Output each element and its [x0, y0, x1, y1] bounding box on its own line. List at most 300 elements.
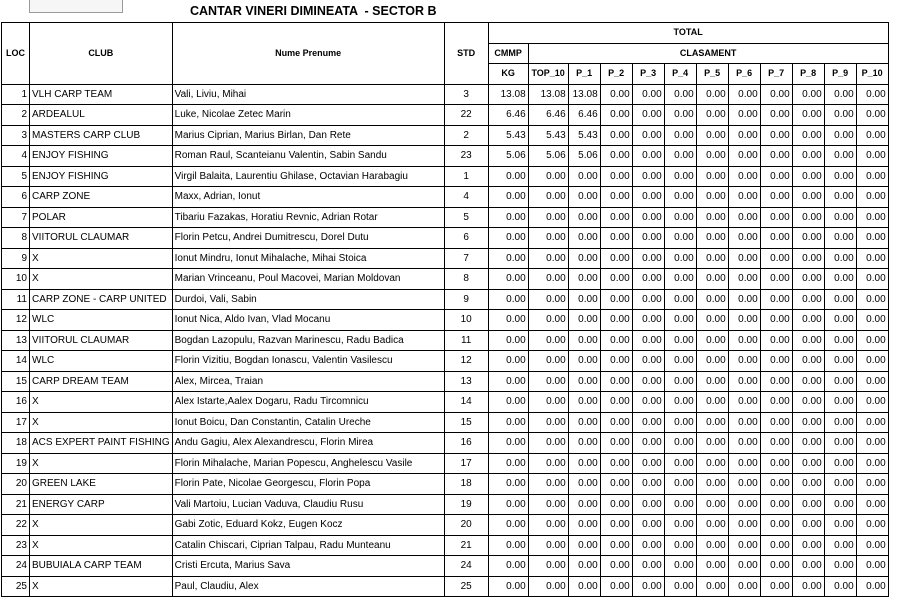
cell-value[interactable]: 0.00: [696, 207, 728, 228]
cell-loc[interactable]: 25: [2, 576, 30, 597]
cell-name[interactable]: Vali Martoiu, Lucian Vaduva, Claudiu Rusu: [172, 494, 444, 515]
cell-std[interactable]: 11: [444, 330, 488, 351]
cell-value[interactable]: 0.00: [760, 146, 792, 167]
cell-loc[interactable]: 18: [2, 433, 30, 454]
cell-std[interactable]: 7: [444, 248, 488, 269]
cell-value[interactable]: 0.00: [728, 351, 760, 372]
cell-value[interactable]: 0.00: [600, 494, 632, 515]
cell-value[interactable]: 0.00: [632, 187, 664, 208]
cell-value[interactable]: 0.00: [696, 412, 728, 433]
cell-value[interactable]: 0.00: [696, 84, 728, 105]
cell-kg[interactable]: 0.00: [488, 494, 528, 515]
cell-kg[interactable]: 0.00: [488, 535, 528, 556]
cell-value[interactable]: 0.00: [824, 310, 856, 331]
cell-std[interactable]: 8: [444, 269, 488, 290]
cell-value[interactable]: 0.00: [824, 494, 856, 515]
cell-value[interactable]: 0.00: [760, 433, 792, 454]
cell-value[interactable]: 0.00: [728, 310, 760, 331]
cell-value[interactable]: 0.00: [664, 576, 696, 597]
cell-loc[interactable]: 9: [2, 248, 30, 269]
cell-value[interactable]: 0.00: [856, 535, 888, 556]
cell-std[interactable]: 20: [444, 515, 488, 536]
cell-value[interactable]: 0.00: [528, 228, 568, 249]
cell-loc[interactable]: 22: [2, 515, 30, 536]
cell-value[interactable]: 0.00: [632, 248, 664, 269]
cell-value[interactable]: 0.00: [528, 453, 568, 474]
cell-value[interactable]: 0.00: [600, 84, 632, 105]
cell-value[interactable]: 0.00: [760, 187, 792, 208]
cell-value[interactable]: 0.00: [792, 392, 824, 413]
cell-value[interactable]: 0.00: [600, 269, 632, 290]
cell-value[interactable]: 0.00: [792, 269, 824, 290]
cell-std[interactable]: 1: [444, 166, 488, 187]
cell-value[interactable]: 0.00: [664, 392, 696, 413]
cell-value[interactable]: 0.00: [760, 166, 792, 187]
cell-value[interactable]: 0.00: [728, 146, 760, 167]
cell-value[interactable]: 0.00: [728, 84, 760, 105]
cell-loc[interactable]: 8: [2, 228, 30, 249]
cell-value[interactable]: 0.00: [760, 371, 792, 392]
cell-value[interactable]: 0.00: [760, 207, 792, 228]
cell-loc[interactable]: 4: [2, 146, 30, 167]
cell-value[interactable]: 0.00: [696, 187, 728, 208]
cell-value[interactable]: 0.00: [664, 105, 696, 126]
cell-club[interactable]: BUBUIALA CARP TEAM: [30, 556, 173, 577]
cell-value[interactable]: 0.00: [664, 556, 696, 577]
cell-value[interactable]: 0.00: [728, 330, 760, 351]
cell-value[interactable]: 0.00: [728, 556, 760, 577]
cell-kg[interactable]: 0.00: [488, 269, 528, 290]
cell-value[interactable]: 0.00: [760, 330, 792, 351]
cell-loc[interactable]: 6: [2, 187, 30, 208]
cell-value[interactable]: 0.00: [760, 515, 792, 536]
cell-std[interactable]: 22: [444, 105, 488, 126]
cell-value[interactable]: 0.00: [664, 515, 696, 536]
cell-value[interactable]: 0.00: [760, 269, 792, 290]
cell-club[interactable]: X: [30, 248, 173, 269]
cell-value[interactable]: 0.00: [528, 433, 568, 454]
cell-value[interactable]: 0.00: [664, 248, 696, 269]
cell-value[interactable]: 0.00: [728, 412, 760, 433]
cell-value[interactable]: 0.00: [760, 105, 792, 126]
cell-value[interactable]: 0.00: [696, 289, 728, 310]
cell-value[interactable]: 0.00: [664, 371, 696, 392]
cell-value[interactable]: 0.00: [664, 207, 696, 228]
cell-value[interactable]: 0.00: [568, 289, 600, 310]
cell-value[interactable]: 0.00: [600, 453, 632, 474]
cell-kg[interactable]: 0.00: [488, 371, 528, 392]
cell-value[interactable]: 0.00: [728, 105, 760, 126]
cell-value[interactable]: 0.00: [760, 453, 792, 474]
cell-value[interactable]: 0.00: [792, 84, 824, 105]
cell-std[interactable]: 6: [444, 228, 488, 249]
cell-value[interactable]: 0.00: [792, 556, 824, 577]
cell-name[interactable]: Florin Vizitiu, Bogdan Ionascu, Valentin Vasilescu: [172, 351, 444, 372]
cell-value[interactable]: 0.00: [528, 576, 568, 597]
cell-value[interactable]: 0.00: [728, 392, 760, 413]
cell-value[interactable]: 0.00: [632, 392, 664, 413]
cell-value[interactable]: 0.00: [600, 289, 632, 310]
cell-name[interactable]: Durdoi, Vali, Sabin: [172, 289, 444, 310]
cell-value[interactable]: 0.00: [728, 289, 760, 310]
cell-kg[interactable]: 0.00: [488, 412, 528, 433]
cell-value[interactable]: 0.00: [568, 515, 600, 536]
cell-value[interactable]: 0.00: [664, 310, 696, 331]
cell-value[interactable]: 0.00: [824, 515, 856, 536]
cell-value[interactable]: 0.00: [696, 166, 728, 187]
cell-value[interactable]: 0.00: [528, 310, 568, 331]
cell-value[interactable]: 0.00: [696, 269, 728, 290]
cell-loc[interactable]: 16: [2, 392, 30, 413]
cell-loc[interactable]: 10: [2, 269, 30, 290]
cell-name[interactable]: Florin Petcu, Andrei Dumitrescu, Dorel Dutu: [172, 228, 444, 249]
cell-value[interactable]: 0.00: [696, 248, 728, 269]
cell-value[interactable]: 0.00: [792, 146, 824, 167]
cell-value[interactable]: 0.00: [528, 515, 568, 536]
cell-value[interactable]: 0.00: [632, 146, 664, 167]
cell-club[interactable]: ENJOY FISHING: [30, 146, 173, 167]
cell-value[interactable]: 0.00: [792, 453, 824, 474]
cell-name[interactable]: Gabi Zotic, Eduard Kokz, Eugen Kocz: [172, 515, 444, 536]
cell-name[interactable]: Maxx, Adrian, Ionut: [172, 187, 444, 208]
cell-value[interactable]: 0.00: [528, 207, 568, 228]
cell-value[interactable]: 0.00: [760, 576, 792, 597]
cell-value[interactable]: 0.00: [632, 412, 664, 433]
cell-value[interactable]: 0.00: [728, 125, 760, 146]
cell-std[interactable]: 17: [444, 453, 488, 474]
cell-value[interactable]: 0.00: [632, 84, 664, 105]
cell-value[interactable]: 0.00: [632, 556, 664, 577]
cell-value[interactable]: 0.00: [792, 166, 824, 187]
cell-club[interactable]: X: [30, 535, 173, 556]
cell-value[interactable]: 0.00: [856, 228, 888, 249]
cell-value[interactable]: 0.00: [528, 289, 568, 310]
cell-name[interactable]: Marian Vrinceanu, Poul Macovei, Marian Moldovan: [172, 269, 444, 290]
cell-value[interactable]: 0.00: [528, 187, 568, 208]
cell-value[interactable]: 0.00: [792, 412, 824, 433]
cell-value[interactable]: 5.06: [568, 146, 600, 167]
cell-kg[interactable]: 0.00: [488, 289, 528, 310]
cell-value[interactable]: 0.00: [696, 535, 728, 556]
cell-std[interactable]: 5: [444, 207, 488, 228]
cell-value[interactable]: 0.00: [632, 371, 664, 392]
cell-club[interactable]: ENJOY FISHING: [30, 166, 173, 187]
cell-club[interactable]: VIITORUL CLAUMAR: [30, 330, 173, 351]
cell-name[interactable]: Vali, Liviu, Mihai: [172, 84, 444, 105]
cell-value[interactable]: 0.00: [664, 412, 696, 433]
cell-kg[interactable]: 0.00: [488, 576, 528, 597]
cell-value[interactable]: 0.00: [824, 207, 856, 228]
cell-value[interactable]: 0.00: [760, 392, 792, 413]
cell-value[interactable]: 0.00: [568, 494, 600, 515]
cell-value[interactable]: 0.00: [632, 453, 664, 474]
cell-value[interactable]: 0.00: [600, 105, 632, 126]
cell-value[interactable]: 0.00: [824, 433, 856, 454]
cell-value[interactable]: 0.00: [696, 228, 728, 249]
cell-value[interactable]: 0.00: [792, 310, 824, 331]
cell-value[interactable]: 0.00: [664, 187, 696, 208]
cell-value[interactable]: 0.00: [696, 494, 728, 515]
cell-value[interactable]: 0.00: [632, 330, 664, 351]
cell-value[interactable]: 0.00: [728, 535, 760, 556]
cell-value[interactable]: 0.00: [792, 474, 824, 495]
cell-club[interactable]: GREEN LAKE: [30, 474, 173, 495]
cell-value[interactable]: 0.00: [568, 351, 600, 372]
cell-value[interactable]: 6.46: [568, 105, 600, 126]
cell-value[interactable]: 0.00: [568, 556, 600, 577]
cell-value[interactable]: 0.00: [568, 187, 600, 208]
cell-value[interactable]: 0.00: [568, 412, 600, 433]
cell-value[interactable]: 0.00: [760, 248, 792, 269]
cell-kg[interactable]: 0.00: [488, 187, 528, 208]
cell-value[interactable]: 0.00: [568, 453, 600, 474]
cell-std[interactable]: 23: [444, 146, 488, 167]
cell-value[interactable]: 0.00: [600, 371, 632, 392]
cell-name[interactable]: Alex Istarte,Aalex Dogaru, Radu Tircomnicu: [172, 392, 444, 413]
cell-value[interactable]: 0.00: [600, 392, 632, 413]
cell-club[interactable]: X: [30, 453, 173, 474]
cell-kg[interactable]: 0.00: [488, 330, 528, 351]
cell-value[interactable]: 0.00: [792, 515, 824, 536]
cell-kg[interactable]: 0.00: [488, 515, 528, 536]
cell-value[interactable]: 0.00: [696, 453, 728, 474]
cell-value[interactable]: 0.00: [856, 453, 888, 474]
cell-value[interactable]: 0.00: [568, 207, 600, 228]
cell-kg[interactable]: 13.08: [488, 84, 528, 105]
cell-value[interactable]: 0.00: [824, 166, 856, 187]
cell-value[interactable]: 0.00: [760, 310, 792, 331]
cell-std[interactable]: 16: [444, 433, 488, 454]
cell-value[interactable]: 0.00: [856, 146, 888, 167]
cell-kg[interactable]: 0.00: [488, 207, 528, 228]
cell-value[interactable]: 0.00: [856, 330, 888, 351]
cell-std[interactable]: 14: [444, 392, 488, 413]
name-box[interactable]: [29, 0, 123, 13]
cell-value[interactable]: 0.00: [528, 535, 568, 556]
cell-value[interactable]: 0.00: [824, 269, 856, 290]
cell-value[interactable]: 0.00: [856, 310, 888, 331]
cell-value[interactable]: 0.00: [528, 474, 568, 495]
cell-name[interactable]: Catalin Chiscari, Ciprian Talpau, Radu Munteanu: [172, 535, 444, 556]
cell-value[interactable]: 6.46: [528, 105, 568, 126]
cell-loc[interactable]: 1: [2, 84, 30, 105]
cell-name[interactable]: Roman Raul, Scanteianu Valentin, Sabin Sandu: [172, 146, 444, 167]
cell-club[interactable]: X: [30, 576, 173, 597]
cell-value[interactable]: 0.00: [696, 351, 728, 372]
cell-value[interactable]: 0.00: [528, 248, 568, 269]
cell-value[interactable]: 0.00: [760, 125, 792, 146]
cell-value[interactable]: 0.00: [760, 84, 792, 105]
cell-kg[interactable]: 5.43: [488, 125, 528, 146]
cell-value[interactable]: 0.00: [824, 351, 856, 372]
cell-value[interactable]: 0.00: [824, 248, 856, 269]
cell-value[interactable]: 0.00: [760, 289, 792, 310]
cell-value[interactable]: 0.00: [728, 576, 760, 597]
cell-value[interactable]: 0.00: [600, 412, 632, 433]
cell-name[interactable]: Ionut Mindru, Ionut Mihalache, Mihai Stoica: [172, 248, 444, 269]
cell-kg[interactable]: 0.00: [488, 166, 528, 187]
cell-value[interactable]: 0.00: [728, 269, 760, 290]
cell-std[interactable]: 13: [444, 371, 488, 392]
cell-value[interactable]: 0.00: [632, 289, 664, 310]
cell-loc[interactable]: 24: [2, 556, 30, 577]
cell-loc[interactable]: 21: [2, 494, 30, 515]
cell-value[interactable]: 0.00: [856, 433, 888, 454]
cell-value[interactable]: 0.00: [760, 412, 792, 433]
cell-value[interactable]: 0.00: [600, 228, 632, 249]
cell-value[interactable]: 0.00: [632, 351, 664, 372]
cell-club[interactable]: X: [30, 515, 173, 536]
cell-name[interactable]: Ionut Nica, Aldo Ivan, Vlad Mocanu: [172, 310, 444, 331]
cell-value[interactable]: 0.00: [856, 84, 888, 105]
cell-value[interactable]: 0.00: [600, 248, 632, 269]
cell-value[interactable]: 0.00: [824, 105, 856, 126]
cell-value[interactable]: 0.00: [600, 166, 632, 187]
cell-name[interactable]: Alex, Mircea, Traian: [172, 371, 444, 392]
cell-value[interactable]: 0.00: [632, 576, 664, 597]
cell-value[interactable]: 0.00: [664, 474, 696, 495]
cell-value[interactable]: 13.08: [528, 84, 568, 105]
cell-value[interactable]: 0.00: [568, 248, 600, 269]
cell-value[interactable]: 0.00: [792, 289, 824, 310]
cell-loc[interactable]: 23: [2, 535, 30, 556]
cell-std[interactable]: 19: [444, 494, 488, 515]
cell-value[interactable]: 0.00: [632, 535, 664, 556]
cell-name[interactable]: Florin Pate, Nicolae Georgescu, Florin Popa: [172, 474, 444, 495]
cell-value[interactable]: 0.00: [664, 330, 696, 351]
cell-value[interactable]: 0.00: [856, 556, 888, 577]
cell-value[interactable]: 0.00: [792, 105, 824, 126]
cell-value[interactable]: 0.00: [728, 166, 760, 187]
cell-value[interactable]: 0.00: [792, 330, 824, 351]
cell-value[interactable]: 0.00: [696, 330, 728, 351]
cell-value[interactable]: 0.00: [528, 412, 568, 433]
cell-value[interactable]: 0.00: [696, 515, 728, 536]
cell-value[interactable]: 0.00: [792, 248, 824, 269]
cell-value[interactable]: 0.00: [856, 576, 888, 597]
cell-kg[interactable]: 0.00: [488, 310, 528, 331]
cell-club[interactable]: ARDEALUL: [30, 105, 173, 126]
cell-value[interactable]: 0.00: [632, 269, 664, 290]
cell-value[interactable]: 0.00: [856, 412, 888, 433]
cell-value[interactable]: 0.00: [824, 474, 856, 495]
cell-value[interactable]: 0.00: [792, 433, 824, 454]
cell-loc[interactable]: 15: [2, 371, 30, 392]
cell-value[interactable]: 0.00: [600, 207, 632, 228]
cell-kg[interactable]: 0.00: [488, 474, 528, 495]
cell-loc[interactable]: 19: [2, 453, 30, 474]
cell-value[interactable]: 0.00: [632, 166, 664, 187]
cell-value[interactable]: 0.00: [632, 207, 664, 228]
cell-std[interactable]: 24: [444, 556, 488, 577]
cell-value[interactable]: 0.00: [696, 125, 728, 146]
cell-value[interactable]: 5.43: [568, 125, 600, 146]
cell-value[interactable]: 0.00: [728, 433, 760, 454]
cell-value[interactable]: 0.00: [856, 105, 888, 126]
cell-value[interactable]: 0.00: [824, 556, 856, 577]
cell-value[interactable]: 0.00: [824, 228, 856, 249]
cell-kg[interactable]: 5.06: [488, 146, 528, 167]
cell-value[interactable]: 0.00: [528, 371, 568, 392]
cell-value[interactable]: 0.00: [792, 576, 824, 597]
cell-value[interactable]: 0.00: [528, 166, 568, 187]
cell-value[interactable]: 0.00: [600, 556, 632, 577]
cell-loc[interactable]: 14: [2, 351, 30, 372]
cell-std[interactable]: 18: [444, 474, 488, 495]
cell-kg[interactable]: 0.00: [488, 453, 528, 474]
cell-club[interactable]: X: [30, 412, 173, 433]
cell-value[interactable]: 0.00: [856, 494, 888, 515]
cell-club[interactable]: CARP ZONE: [30, 187, 173, 208]
cell-value[interactable]: 0.00: [696, 310, 728, 331]
cell-value[interactable]: 0.00: [528, 494, 568, 515]
cell-value[interactable]: 0.00: [824, 146, 856, 167]
cell-value[interactable]: 0.00: [528, 351, 568, 372]
cell-loc[interactable]: 5: [2, 166, 30, 187]
cell-value[interactable]: 0.00: [728, 228, 760, 249]
cell-club[interactable]: ENERGY CARP: [30, 494, 173, 515]
cell-value[interactable]: 0.00: [600, 535, 632, 556]
cell-value[interactable]: 0.00: [568, 310, 600, 331]
cell-loc[interactable]: 2: [2, 105, 30, 126]
cell-value[interactable]: 5.06: [528, 146, 568, 167]
cell-value[interactable]: 0.00: [600, 351, 632, 372]
cell-club[interactable]: X: [30, 392, 173, 413]
cell-value[interactable]: 0.00: [792, 228, 824, 249]
cell-value[interactable]: 0.00: [728, 207, 760, 228]
cell-value[interactable]: 0.00: [664, 125, 696, 146]
cell-value[interactable]: 0.00: [856, 351, 888, 372]
cell-loc[interactable]: 17: [2, 412, 30, 433]
cell-std[interactable]: 10: [444, 310, 488, 331]
cell-value[interactable]: 0.00: [568, 269, 600, 290]
cell-value[interactable]: 0.00: [856, 207, 888, 228]
cell-value[interactable]: 0.00: [824, 187, 856, 208]
cell-value[interactable]: 0.00: [856, 125, 888, 146]
cell-value[interactable]: 0.00: [696, 392, 728, 413]
cell-value[interactable]: 0.00: [792, 371, 824, 392]
cell-loc[interactable]: 13: [2, 330, 30, 351]
cell-value[interactable]: 0.00: [664, 433, 696, 454]
cell-value[interactable]: 0.00: [824, 371, 856, 392]
cell-value[interactable]: 0.00: [664, 535, 696, 556]
cell-club[interactable]: POLAR: [30, 207, 173, 228]
cell-value[interactable]: 0.00: [792, 187, 824, 208]
cell-kg[interactable]: 0.00: [488, 433, 528, 454]
cell-club[interactable]: VIITORUL CLAUMAR: [30, 228, 173, 249]
cell-std[interactable]: 21: [444, 535, 488, 556]
cell-value[interactable]: 0.00: [600, 146, 632, 167]
cell-value[interactable]: 0.00: [696, 105, 728, 126]
cell-value[interactable]: 0.00: [664, 289, 696, 310]
cell-kg[interactable]: 0.00: [488, 351, 528, 372]
cell-value[interactable]: 0.00: [792, 535, 824, 556]
cell-value[interactable]: 0.00: [600, 576, 632, 597]
cell-value[interactable]: 0.00: [824, 289, 856, 310]
cell-name[interactable]: Paul, Claudiu, Alex: [172, 576, 444, 597]
cell-value[interactable]: 0.00: [760, 535, 792, 556]
cell-name[interactable]: Luke, Nicolae Zetec Marin: [172, 105, 444, 126]
cell-value[interactable]: 0.00: [792, 207, 824, 228]
cell-kg[interactable]: 0.00: [488, 556, 528, 577]
cell-value[interactable]: 0.00: [600, 515, 632, 536]
cell-name[interactable]: Tibariu Fazakas, Horatiu Revnic, Adrian Rotar: [172, 207, 444, 228]
cell-loc[interactable]: 20: [2, 474, 30, 495]
cell-name[interactable]: Ionut Boicu, Dan Constantin, Catalin Ureche: [172, 412, 444, 433]
cell-name[interactable]: Virgil Balaita, Laurentiu Ghilase, Octavian Harabagiu: [172, 166, 444, 187]
cell-value[interactable]: 0.00: [632, 105, 664, 126]
cell-value[interactable]: 0.00: [696, 371, 728, 392]
